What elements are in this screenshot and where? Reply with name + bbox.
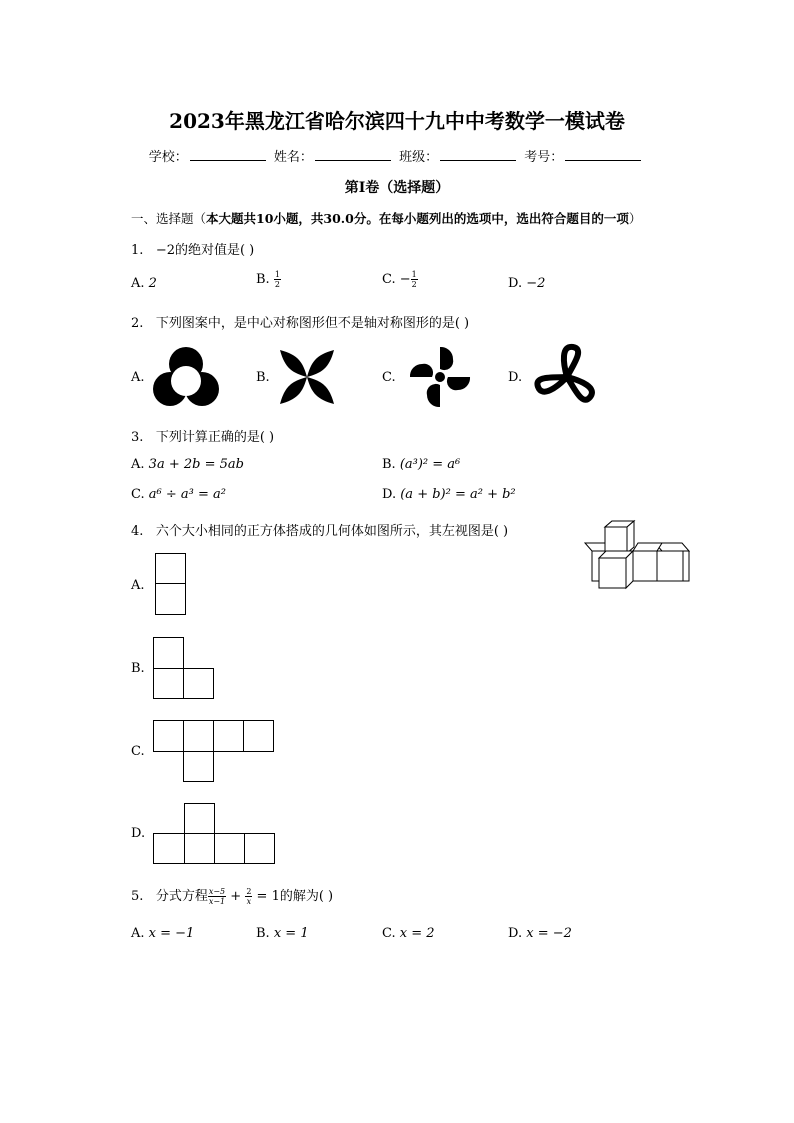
fraction-numerator: 1 (274, 270, 280, 279)
three-loop-knot-figure[interactable] (532, 342, 602, 412)
option-label: B. (382, 457, 396, 472)
fraction-numerator: x−5 (208, 887, 226, 896)
option-label: C. (382, 926, 396, 941)
fraction-numerator: 1 (411, 270, 417, 279)
q4-option-c-label[interactable]: C. (131, 744, 145, 759)
q3-option-a[interactable] (131, 457, 244, 472)
option-label: D. (508, 276, 523, 291)
q5-option-c[interactable] (382, 926, 435, 941)
option-label: D. (508, 926, 523, 941)
option-sign: − (399, 272, 411, 287)
option-text: 3a + 2b = 5ab (148, 457, 244, 472)
q2-option-b-label[interactable]: B. (256, 370, 270, 385)
q3-option-b[interactable] (382, 457, 460, 472)
four-leaf-pinwheel-figure[interactable] (276, 346, 338, 408)
q4-option-d-figure[interactable] (153, 803, 276, 865)
q4-option-a-figure[interactable] (155, 553, 187, 616)
fraction-denominator: 2 (274, 280, 280, 289)
question-text-before: 分式方程 (155, 889, 208, 904)
option-text: a⁶ ÷ a³ = a² (148, 487, 226, 502)
question-5-stem (131, 885, 333, 906)
q5-option-a[interactable] (131, 926, 194, 941)
q3-option-c[interactable] (131, 487, 226, 502)
q4-option-c-figure[interactable] (153, 720, 275, 783)
name-blank (315, 148, 391, 161)
cube-assembly-figure (578, 521, 692, 589)
q1-option-b[interactable] (256, 270, 281, 289)
part-instruction: 本大题共10小题，共30.0分。在每小题列出的选项中，选出符合题目的一项 (206, 211, 629, 226)
question-3-stem (131, 426, 274, 445)
option-label: C. (131, 487, 145, 502)
option-text: (a³)² = a⁶ (399, 457, 461, 472)
q4-option-b-figure[interactable] (153, 637, 215, 700)
q2-option-c-label[interactable]: C. (382, 370, 396, 385)
question-text: 下列计算正确的是( ) (155, 430, 275, 445)
q5-option-d[interactable] (508, 926, 572, 941)
q4-option-d-label[interactable]: D. (131, 826, 146, 841)
part-one-heading (131, 209, 641, 227)
question-number: 1. (131, 243, 144, 258)
question-text: −2的绝对值是( ) (155, 243, 255, 258)
basque-cross-figure[interactable] (405, 342, 475, 412)
school-blank (190, 148, 266, 161)
option-label: B. (256, 926, 270, 941)
question-number: 3. (131, 430, 144, 445)
option-text: x = 1 (273, 926, 309, 941)
part-suffix: ） (628, 211, 642, 226)
option-text: −2 (526, 276, 546, 291)
option-text: x = 2 (399, 926, 435, 941)
option-label: A. (131, 276, 145, 291)
q2-option-d-label[interactable]: D. (508, 370, 523, 385)
class-label: 班级： (399, 150, 439, 165)
name-label: 姓名： (273, 150, 313, 165)
question-number: 5. (131, 889, 144, 904)
part-prefix: 一、选择题（ (131, 211, 207, 226)
option-text: 2 (148, 276, 157, 291)
page-title: 2023年黑龙江省哈尔滨四十九中中考数学一模试卷 (169, 109, 625, 133)
fraction (274, 270, 281, 289)
fraction-denominator: 2 (411, 280, 417, 289)
q4-option-a-label[interactable]: A. (131, 578, 145, 593)
question-2-stem (131, 312, 469, 331)
fraction-denominator: x (246, 897, 252, 906)
q1-option-c[interactable] (382, 270, 418, 289)
question-number: 2. (131, 316, 144, 331)
plus-sign: + (226, 889, 246, 904)
option-text: x = −2 (526, 926, 572, 941)
three-circle-clover-figure[interactable] (146, 345, 226, 411)
q1-option-a[interactable] (131, 276, 157, 291)
option-label: A. (131, 926, 145, 941)
option-text: x = −1 (148, 926, 195, 941)
q1-option-d[interactable] (508, 276, 545, 291)
q2-option-a-label[interactable]: A. (131, 370, 145, 385)
question-text: 下列图案中，是中心对称图形但不是轴对称图形的是( ) (155, 316, 470, 331)
option-text: (a + b)² = a² + b² (400, 487, 516, 502)
q4-option-b-label[interactable]: B. (131, 661, 145, 676)
option-label: C. (382, 272, 396, 287)
option-label: B. (256, 272, 270, 287)
q5-option-b[interactable] (256, 926, 309, 941)
question-number: 4. (131, 524, 144, 539)
question-text: 六个大小相同的正方体搭成的几何体如图所示，其左视图是( ) (155, 524, 509, 539)
fraction (411, 270, 418, 289)
school-label: 学校： (148, 150, 188, 165)
section-title: 第Ⅰ卷（选择题） (344, 180, 450, 196)
option-label: A. (131, 457, 145, 472)
fraction-denominator: x−1 (208, 897, 226, 906)
q3-option-d[interactable] (382, 487, 516, 502)
fraction-numerator: 2 (246, 887, 252, 896)
question-text-after: = 1的解为( ) (252, 889, 334, 904)
question-1-stem (131, 239, 254, 258)
fraction (208, 887, 226, 906)
option-label: D. (382, 487, 397, 502)
question-4-stem (131, 520, 508, 539)
class-blank (440, 148, 516, 161)
exam-no-blank (565, 148, 641, 161)
student-info-line (0, 146, 794, 165)
exam-no-label: 考号： (524, 150, 564, 165)
